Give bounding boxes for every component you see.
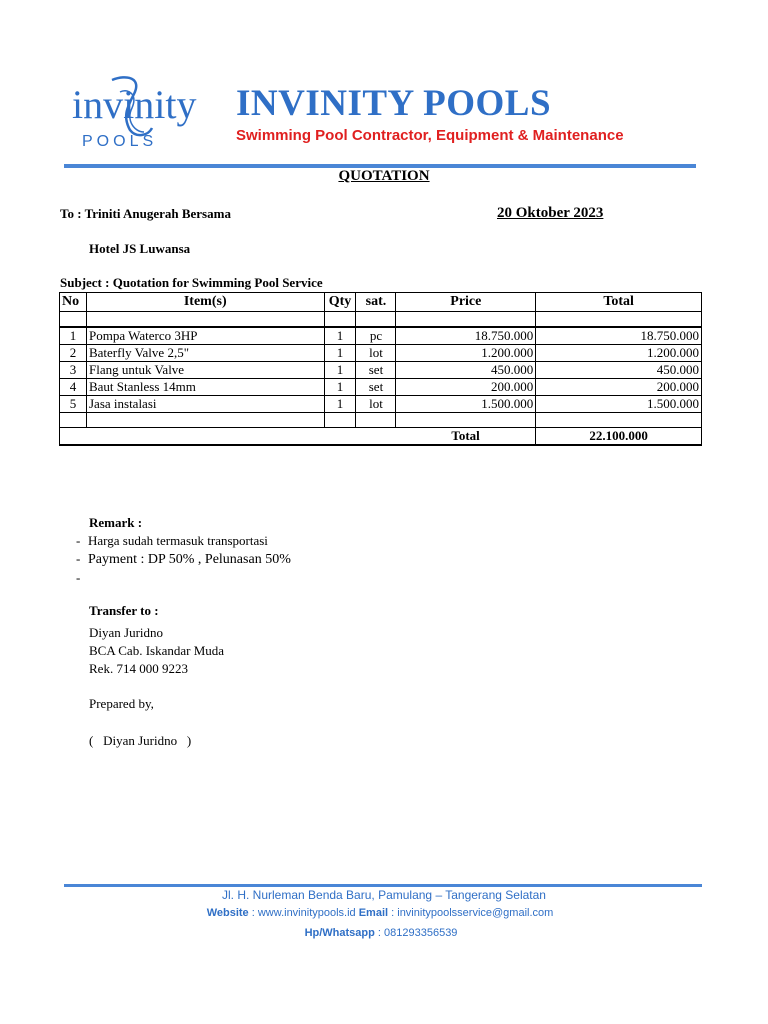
cell-price: 1.500.000 xyxy=(396,396,536,413)
col-header-sat: sat. xyxy=(356,293,396,312)
cell-total: 200.000 xyxy=(536,379,702,396)
cell-sat: pc xyxy=(356,327,396,345)
cell-price: 1.200.000 xyxy=(396,345,536,362)
svg-text:invinity: invinity xyxy=(72,82,197,127)
cell-price: 200.000 xyxy=(396,379,536,396)
transfer-title: Transfer to : xyxy=(89,603,159,618)
table-row xyxy=(60,379,702,396)
document-title: QUOTATION xyxy=(338,168,430,184)
list-item: - xyxy=(76,570,81,585)
footer-divider xyxy=(64,884,702,887)
footer-phone xyxy=(0,927,762,939)
remark-title: Remark : xyxy=(89,515,143,530)
cell-no: 1 xyxy=(60,327,87,345)
document-date: 20 Oktober 2023 xyxy=(497,205,604,221)
cell-total: 18.750.000 xyxy=(536,327,702,345)
table-row xyxy=(60,362,702,379)
table-header-row xyxy=(60,293,702,312)
cell-no: 4 xyxy=(60,379,87,396)
cell-item: Baterfly Valve 2,5" xyxy=(86,345,324,362)
table-row-empty xyxy=(60,312,702,328)
cell-sat: set xyxy=(356,362,396,379)
cell-qty: 1 xyxy=(324,379,356,396)
quotation-table xyxy=(59,292,702,446)
hp-number: : 081293356539 xyxy=(374,927,458,939)
prepared-by-label: Prepared by, xyxy=(89,696,154,711)
cell-price: 450.000 xyxy=(396,362,536,379)
table-row xyxy=(60,327,702,345)
col-header-price: Price xyxy=(396,293,536,312)
cell-no: 5 xyxy=(60,396,87,413)
col-header-item: Item(s) xyxy=(86,293,324,312)
cell-no: 3 xyxy=(60,362,87,379)
cell-sat: lot xyxy=(356,396,396,413)
footer-contact xyxy=(0,907,760,919)
cell-item: Baut Stanless 14mm xyxy=(86,379,324,396)
table-row-empty xyxy=(60,413,702,428)
bank-branch: BCA Cab. Iskandar Muda xyxy=(89,643,225,658)
subject-line: Subject : Quotation for Swimming Pool Service xyxy=(60,275,323,290)
account-name: Diyan Juridno xyxy=(89,625,164,640)
cell-item: Jasa instalasi xyxy=(86,396,324,413)
website-label: Website xyxy=(206,907,249,919)
cell-total: 1.500.000 xyxy=(536,396,702,413)
email-label: Email xyxy=(358,907,389,919)
col-header-total: Total xyxy=(536,293,702,312)
bank-details xyxy=(89,624,224,678)
col-header-no: No xyxy=(60,293,87,312)
total-row xyxy=(60,428,702,446)
cell-qty: 1 xyxy=(324,362,356,379)
cell-qty: 1 xyxy=(324,327,356,345)
cell-no: 2 xyxy=(60,345,87,362)
website-link[interactable]: : www.invinitypools.id xyxy=(248,907,359,919)
table-row xyxy=(60,345,702,362)
hp-label: Hp/Whatsapp xyxy=(304,927,375,939)
list-item: - Payment : DP 50% , Pelunasan 50% xyxy=(76,551,291,567)
col-header-qty: Qty xyxy=(324,293,356,312)
company-logo xyxy=(72,72,232,152)
remark-list xyxy=(76,532,291,587)
grand-total: 22.100.000 xyxy=(536,428,702,446)
cell-item: Pompa Waterco 3HP xyxy=(86,327,324,345)
company-name: INVINITY POOLS xyxy=(236,83,552,124)
table-row xyxy=(60,396,702,413)
cell-item: Flang untuk Valve xyxy=(86,362,324,379)
footer-address: Jl. H. Nurleman Benda Baru, Pamulang – Tangerang Selatan xyxy=(222,888,546,902)
svg-text:POOLS: POOLS xyxy=(82,133,158,150)
company-tagline: Swimming Pool Contractor, Equipment & Maintenance xyxy=(236,127,624,144)
cell-price: 18.750.000 xyxy=(396,327,536,345)
total-label: Total xyxy=(396,428,536,446)
cell-qty: 1 xyxy=(324,345,356,362)
cell-total: 450.000 xyxy=(536,362,702,379)
recipient: To : Triniti Anugerah Bersama xyxy=(60,206,231,221)
cell-sat: lot xyxy=(356,345,396,362)
signer-name: ( Diyan Juridno ) xyxy=(89,733,192,748)
cell-qty: 1 xyxy=(324,396,356,413)
recipient-hotel: Hotel JS Luwansa xyxy=(89,241,191,256)
list-item: - Harga sudah termasuk transportasi xyxy=(76,533,268,548)
cell-sat: set xyxy=(356,379,396,396)
email-link[interactable]: : invinitypoolsservice@gmail.com xyxy=(388,907,554,919)
account-number: Rek. 714 000 9223 xyxy=(89,661,188,676)
cell-total: 1.200.000 xyxy=(536,345,702,362)
